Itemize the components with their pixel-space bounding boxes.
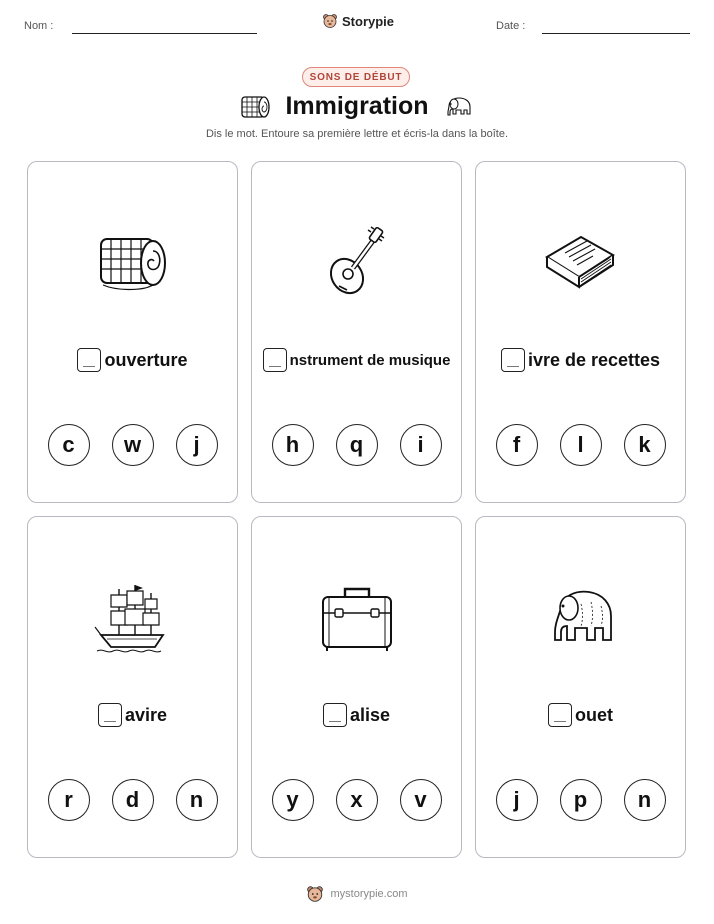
card-picture bbox=[28, 579, 237, 659]
title-row bbox=[0, 92, 714, 121]
footer-url[interactable]: mystorypie.com bbox=[330, 888, 408, 900]
bear-logo-icon bbox=[322, 13, 338, 29]
word-row bbox=[252, 703, 461, 727]
instructions: Dis le mot. Entoure sa première lettre et écris-la dans la boîte. bbox=[205, 128, 509, 140]
word-row bbox=[252, 348, 461, 372]
brand-logo bbox=[322, 13, 394, 29]
letter-choices bbox=[476, 779, 685, 821]
letter-choice[interactable]: i bbox=[400, 424, 442, 466]
word-text: ouverture bbox=[104, 349, 188, 370]
letter-choice[interactable]: r bbox=[48, 779, 90, 821]
letter-choice[interactable]: n bbox=[624, 779, 666, 821]
letter-choice[interactable]: c bbox=[48, 424, 90, 466]
letter-choice[interactable]: f bbox=[496, 424, 538, 466]
date-label: Date : bbox=[496, 20, 526, 32]
letter-choice[interactable]: y bbox=[272, 779, 314, 821]
page-title: Immigration bbox=[285, 92, 429, 120]
brand-name: Storypie bbox=[342, 13, 395, 29]
bear-logo-icon bbox=[306, 885, 324, 903]
answer-box[interactable] bbox=[323, 703, 347, 727]
suitcase-icon bbox=[317, 581, 397, 657]
name-label: Nom : bbox=[24, 20, 54, 32]
answer-box[interactable] bbox=[98, 703, 122, 727]
letter-choice[interactable]: k bbox=[624, 424, 666, 466]
word-card bbox=[251, 516, 462, 858]
name-line[interactable] bbox=[72, 33, 257, 34]
letter-choice[interactable]: j bbox=[496, 779, 538, 821]
sailing-ship-icon bbox=[93, 581, 173, 657]
date-line[interactable] bbox=[542, 33, 690, 34]
elephant-toy-icon bbox=[541, 584, 621, 654]
word-text: ivre de recettes bbox=[527, 349, 661, 370]
card-picture bbox=[252, 579, 461, 659]
word-row bbox=[476, 348, 685, 372]
answer-box[interactable] bbox=[501, 348, 525, 372]
word-card bbox=[475, 516, 686, 858]
answer-box[interactable] bbox=[548, 703, 572, 727]
letter-choices bbox=[28, 779, 237, 821]
word-text: alise bbox=[349, 704, 391, 725]
letter-choice[interactable]: v bbox=[400, 779, 442, 821]
mandolin-icon bbox=[317, 224, 397, 304]
card-picture bbox=[252, 224, 461, 304]
word-row bbox=[28, 703, 237, 727]
letter-choice[interactable]: n bbox=[176, 779, 218, 821]
letter-choice[interactable]: h bbox=[272, 424, 314, 466]
word-text: nstrument de musique bbox=[289, 351, 451, 369]
letter-choice[interactable]: d bbox=[112, 779, 154, 821]
letter-choices bbox=[252, 424, 461, 466]
word-text: ouet bbox=[575, 704, 613, 725]
word-card bbox=[251, 161, 462, 503]
book-icon bbox=[541, 229, 621, 299]
word-row bbox=[476, 703, 685, 727]
letter-choice[interactable]: x bbox=[336, 779, 378, 821]
elephant-toy-icon bbox=[443, 94, 475, 120]
footer bbox=[0, 885, 714, 903]
letter-choice[interactable]: l bbox=[560, 424, 602, 466]
answer-box[interactable] bbox=[263, 348, 287, 372]
letter-choice[interactable]: w bbox=[112, 424, 154, 466]
category-tag: SONS DE DÉBUT bbox=[302, 67, 410, 87]
card-picture bbox=[28, 224, 237, 304]
letter-choices bbox=[252, 779, 461, 821]
letter-choices bbox=[476, 424, 685, 466]
word-card bbox=[27, 516, 238, 858]
card-picture bbox=[476, 579, 685, 659]
word-row bbox=[28, 348, 237, 372]
letter-choice[interactable]: j bbox=[176, 424, 218, 466]
blanket-roll-icon bbox=[239, 94, 271, 120]
letter-choice[interactable]: q bbox=[336, 424, 378, 466]
answer-box[interactable] bbox=[77, 348, 101, 372]
word-card bbox=[475, 161, 686, 503]
blanket-roll-icon bbox=[93, 229, 173, 299]
letter-choices bbox=[28, 424, 237, 466]
word-text: avire bbox=[124, 704, 168, 725]
word-card bbox=[27, 161, 238, 503]
letter-choice[interactable]: p bbox=[560, 779, 602, 821]
card-picture bbox=[476, 224, 685, 304]
